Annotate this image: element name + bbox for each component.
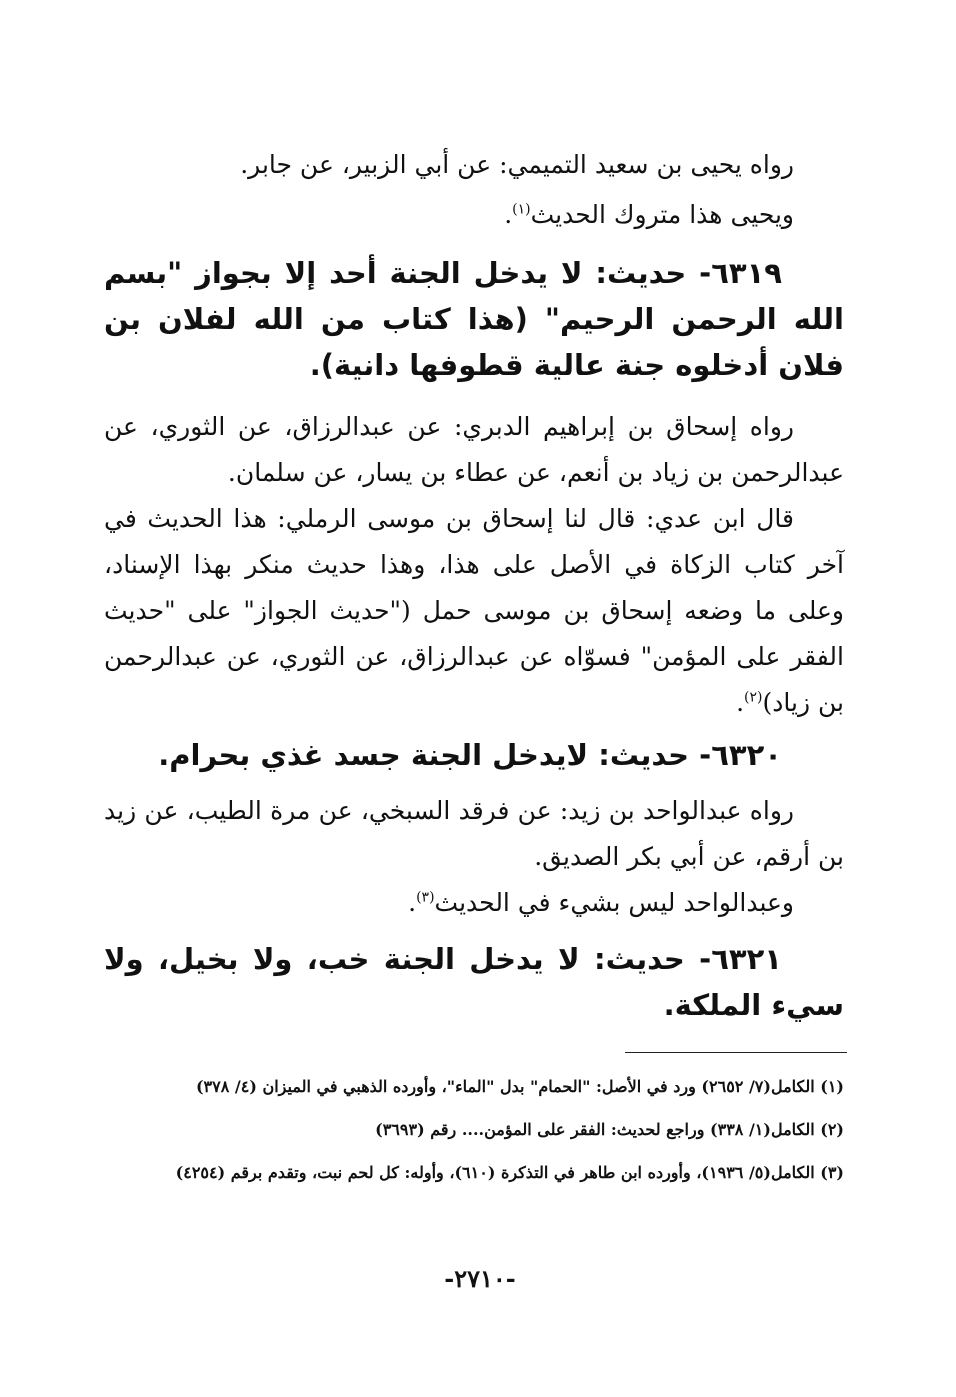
- hadith-text: ٦٣١٩- حديث: لا يدخل الجنة أحد إلا بجواز "بسم الله الرحمن الرحيم" (هذا كتاب من الله لفلان بن فلان أدخلوه جنة عالية قطوفها دانية).: [104, 256, 844, 382]
- narration-text: وعبدالواحد ليس بشيء في الحديث: [434, 888, 794, 917]
- narration-paragraph: ويحيى هذا متروك الحديث$^{(١)}$.: [504, 200, 794, 229]
- narration-text: قال ابن عدي: قال لنا إسحاق بن موسى الرملي: هذا الحديث في آخر كتاب الزكاة في الأصل على هذا، وهذا حديث منكر بهذا الإسناد، وعلى ما وضعه إسحاق بن موسى حمل ("حديث الجواز" على "حديث الفقر على المؤمن" فسوّاه عن عبدالرزاق، عن الثوري، عن عبدالرحمن بن زياد): [104, 504, 844, 717]
- footnote-2: (٢) الكامل(١/ ٣٣٨) وراجع لحديث: الفقر على المؤمن.... رقم (٣٦٩٣): [375, 1120, 844, 1139]
- narration-text: رواه يحيى بن سعيد التميمي: عن أبي الزبير، عن جابر.: [240, 150, 794, 179]
- hadith-6320: [104, 732, 844, 778]
- footnote-ref: (١): [512, 201, 531, 218]
- footnote-3: (٣) الكامل(٥/ ١٩٣٦)، وأورده ابن طاهر في التذكرة (٦١٠)، وأوله: كل لحم نبت، وتقدم برقم (٤٢٥٤): [175, 1163, 844, 1182]
- footnote-ref: (٣): [416, 889, 435, 906]
- narration-paragraph: [104, 788, 844, 880]
- page-number: -٢٧١٠-: [444, 1264, 516, 1293]
- narration-paragraph: [104, 142, 844, 188]
- hadith-6319: [104, 250, 844, 388]
- footnote-1: (١) الكامل(٧/ ٢٦٥٢) ورد في الأصل: "الحمام" بدل "الماء"، وأورده الذهبي في الميزان (٤/ ٣٧٨): [195, 1077, 844, 1096]
- hadith-text: ٦٣٢١- حديث: لا يدخل الجنة خب، ولا بخيل، ولا سيء الملكة.: [104, 942, 844, 1022]
- footnote-ref: (٢): [744, 689, 763, 706]
- narration-paragraph: وعبدالواحد ليس بشيء في الحديث$^{(٣)}$.: [408, 888, 794, 917]
- hadith-text: ٦٣٢٠- حديث: لايدخل الجنة جسد غذي بحرام.: [158, 738, 782, 772]
- narration-text: رواه إسحاق بن إبراهيم الدبري: عن عبدالرزاق، عن الثوري، عن عبدالرحمن بن زياد بن أنعم، عن عطاء بن يسار، عن سلمان.: [104, 412, 844, 487]
- hadith-6321: [104, 936, 844, 1028]
- narration-paragraph: [104, 404, 844, 496]
- footnote-divider: [625, 1052, 847, 1053]
- narration-text: ويحيى هذا متروك الحديث: [530, 200, 794, 229]
- narration-text: رواه عبدالواحد بن زيد: عن فرقد السبخي، عن مرة الطيب، عن زيد بن أرقم، عن أبي بكر الصديق.: [104, 796, 844, 871]
- ibn-adi-comment: قال ابن عدي: قال لنا إسحاق بن موسى الرملي: هذا الحديث في آخر كتاب الزكاة في الأصل على هذا، وهذا حديث منكر بهذا الإسناد، وعلى ما وضعه إسحاق بن موسى حمل ("حديث الجواز" على "حديث الفقر على المؤمن" فسوّاه عن عبدالرزاق، عن الثوري، عن عبدالرحمن بن زياد)$^{(٢)}$.: [104, 504, 844, 717]
